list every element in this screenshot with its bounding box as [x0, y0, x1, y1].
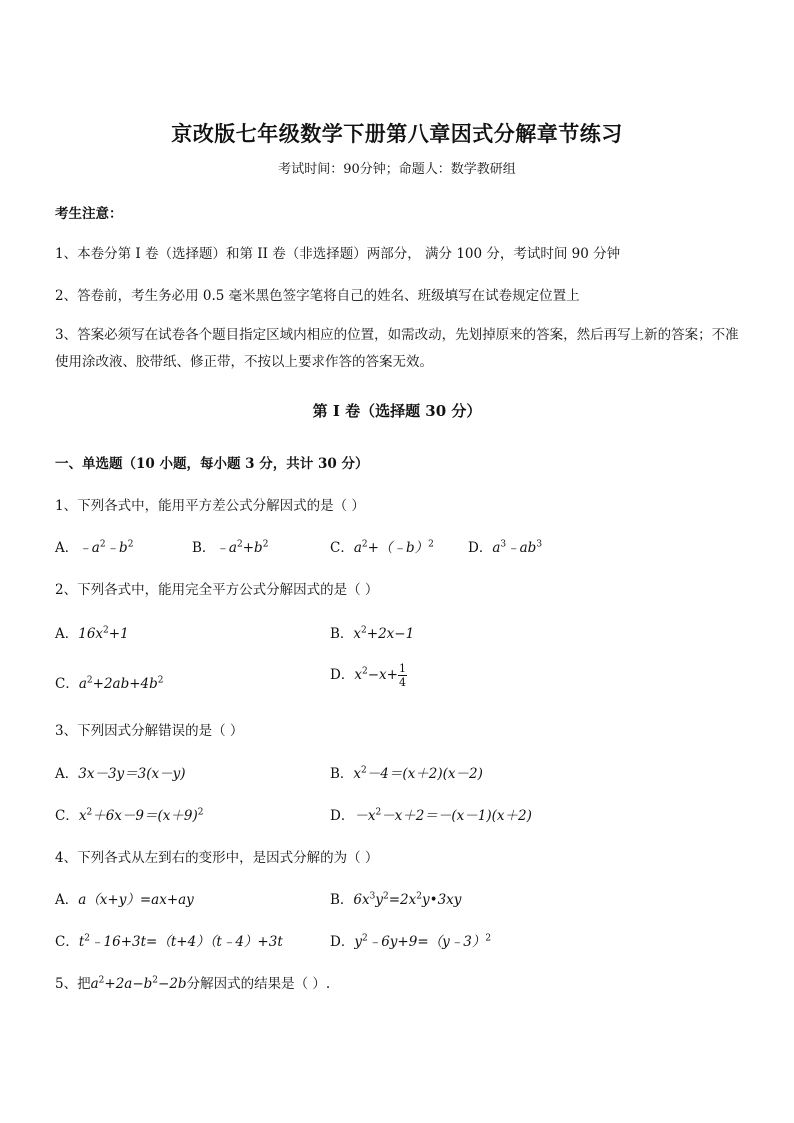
question-2-option-a[interactable]: A．$16x^2+1$: [55, 625, 129, 642]
question-3-option-d[interactable]: D．$-x^2-x+2=-(x-1)(x+2)$: [330, 807, 532, 824]
question-4-option-d[interactable]: D．$y^2﹣6y+9=(y﹣3)^2$: [330, 933, 492, 950]
page-title: 京改版七年级数学下册第八章因式分解章节练习: [171, 121, 623, 146]
question-3-option-b[interactable]: B．$x^2-4=(x+2)(x-2)$: [330, 765, 483, 782]
page-subtitle: 考试时间：90分钟；命题人：数学教研组: [278, 162, 516, 177]
question-1-option-a[interactable]: A．$﹣a^2﹣b^2$: [55, 539, 134, 556]
question-2-stem: 2、下列各式中，能用完全平方公式分解因式的是（ ）: [55, 582, 379, 598]
question-4-option-b[interactable]: B．$6x^3y^2=2x^2y•3xy$: [330, 891, 462, 908]
question-1-stem: 1、下列各式中，能用平方差公式分解因式的是（ ）: [55, 498, 365, 514]
question-4-stem: 4、下列各式从左到右的变形中，是因式分解的为（ ）: [55, 850, 379, 866]
part-title: 一、单选题（10 小题，每小题 3 分，共计 30 分）: [55, 456, 369, 472]
question-2-option-c[interactable]: C．$a^2+2ab+4b^2$: [55, 675, 164, 692]
fraction-one-quarter: $\frac{1}{4}$: [398, 662, 406, 689]
question-2-option-d[interactable]: D．$x^2-x+$ $\frac{1}{4}$: [330, 662, 406, 689]
question-5-stem: 5、把$a^2+2a-b^2-2b$分解因式的结果是（ ）.: [55, 975, 331, 992]
question-3-option-c[interactable]: C．$x^2+6x-9=(x+9)^2$: [55, 807, 204, 824]
question-4-option-c[interactable]: C．$t^2﹣16+3t=(t+4)(t﹣4)+3t$: [55, 933, 283, 950]
notice-item-3: 3、答案必须写在试卷各个题目指定区域内相应的位置，如需改动，先划掉原来的答案，然后再写上新的答案；不准使用涂改液、胶带纸、修正带，不按以上要求作答的答案无效。: [55, 327, 739, 370]
question-1-option-d[interactable]: D．$a^3﹣ab^3$: [468, 539, 543, 556]
notice-item-2: 2、答卷前，考生务必用 0.5 毫米黑色签字笔将自己的姓名、班级填写在试卷规定位置上: [55, 288, 580, 304]
question-3-stem: 3、下列因式分解错误的是（ ）: [55, 723, 244, 739]
question-2-option-b[interactable]: B．$x^2+2x-1$: [330, 625, 415, 642]
question-1-option-c[interactable]: C．$a^2+(﹣b)^2$: [330, 539, 434, 556]
question-3-option-a[interactable]: A．3x－3y＝3(x－y): [55, 766, 186, 782]
section-title: 第 I 卷（选择题 30 分）: [312, 402, 482, 420]
question-1-option-b[interactable]: B．$﹣a^2+b^2$: [192, 539, 269, 556]
notice-item-1: 1、本卷分第 I 卷（选择题）和第 II 卷（非选择题）两部分， 满分 100 分，考试时间 90 分钟: [55, 246, 621, 262]
notice-heading: 考生注意：: [55, 206, 123, 222]
question-4-option-a[interactable]: A．a（x+y）=ax+ay: [55, 892, 194, 908]
